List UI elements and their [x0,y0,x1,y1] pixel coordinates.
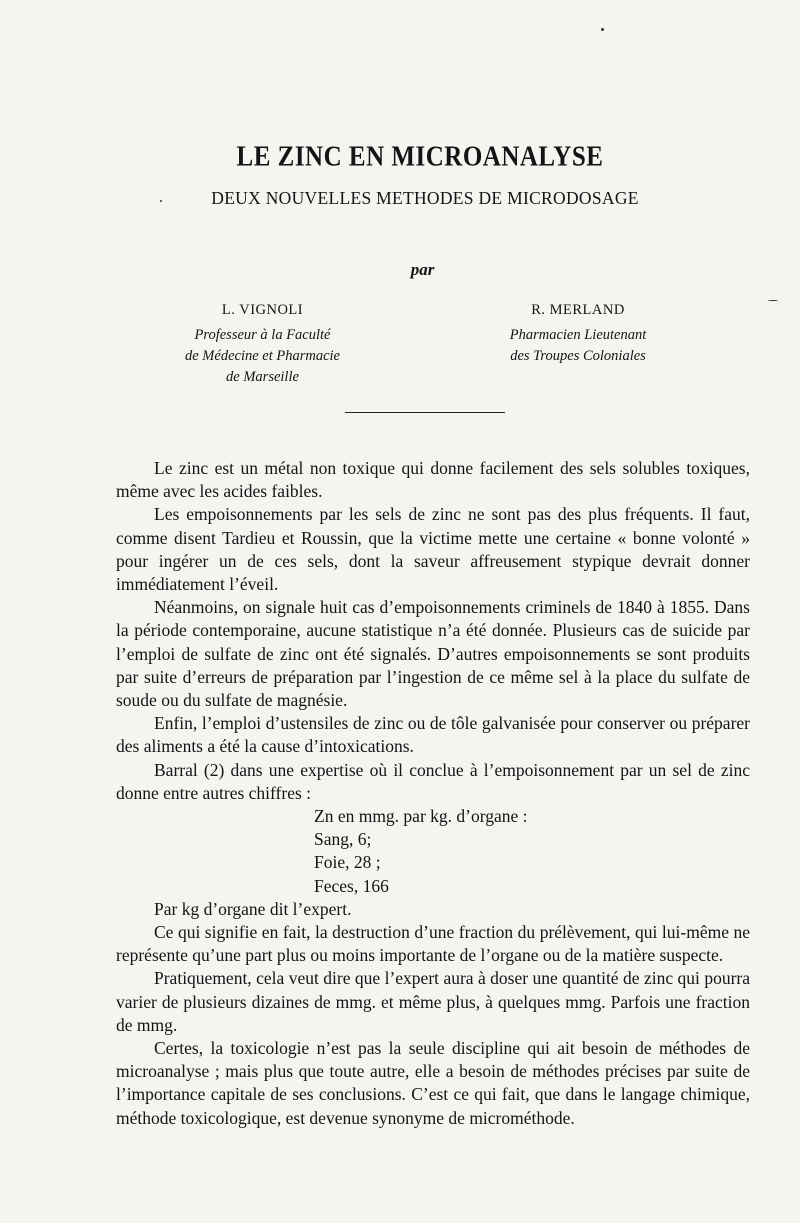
article-body [116,457,750,1130]
author-affiliation [478,325,678,367]
paragraph: Pratiquement, cela veut dire que l’expert aura à doser une quantité de zinc qui pourra varier de plusieurs dizaines de mmg. et même plus, à quelques mmg. Parfois une fraction de mmg. [116,968,750,1035]
affiliation-line: Professeur à la Faculté [194,327,331,343]
article-title: LE ZINC EN MICROANALYSE [236,142,604,173]
section-divider [345,412,505,413]
affiliation-line: de Marseille [226,369,299,385]
list-item: Feces, 166 [314,875,389,896]
scan-speck [601,28,604,31]
paragraph: Ce qui signifie en fait, la destruction d’une fraction du prélèvement, qui lui-même ne représente qu’une part plus ou moins importante de l’organe ou de la matière suspecte. [116,922,750,966]
paragraph: Les empoisonnements par les sels de zinc ne sont pas des plus fréquents. Il faut, comme disent Tardieu et Roussin, que la victime mette une certaine « bonne volonté » pour ingérer un de ces sels, dont la saveur affreusement stypique devrait donner immédiatement l’éveil. [116,504,750,595]
paragraph: Néanmoins, on signale huit cas d’empoisonnements criminels de 1840 à 1855. Dans la période contemporaine, aucune statistique n’a été donnée. Plusieurs cas de suicide par l’emploi de sulfate de zinc ont été signalés. D’autres empoisonnements se sont produits par suite d’erreurs de préparation par l’ingestion de ce même sel à la place du sulfate de soude ou du sulfate de magnésie. [116,597,750,711]
affiliation-line: de Médecine et Pharmacie [185,348,340,364]
zinc-values-list [314,805,750,898]
paragraph: Le zinc est un métal non toxique qui donne facilement des sels solubles toxiques, même avec les acides faibles. [116,458,750,502]
paragraph: Barral (2) dans une expertise où il conclue à l’empoisonnement par un sel de zinc donne entre autres chiffres : [116,759,750,803]
byline-par: par [410,260,435,279]
paragraph: Certes, la toxicologie n’est pas la seule discipline qui ait besoin de méthodes de microanalyse ; mais plus que toute autre, elle a besoin de méthodes précises par suite de l’importance capitale de ses conclusions. C’est ce qui fait, que dans le langage chimique, méthode toxicologique, est devenue synonyme de microméthode. [116,1038,750,1128]
list-item: Foie, 28 ; [314,852,381,873]
author-merland [478,302,678,367]
list-item: Zn en mmg. par kg. d’organe : [314,806,528,827]
affiliation-line: des Troupes Coloniales [510,348,646,364]
author-affiliation [150,325,375,388]
affiliation-line: Pharmacien Lieutenant [509,327,647,343]
paragraph: Enfin, l’emploi d’ustensiles de zinc ou de tôle galvanisée pour conserver ou préparer des aliments a été la cause d’intoxications. [116,713,750,757]
author-name: R. MERLAND [531,302,625,318]
scan-speck [160,200,162,202]
paragraph: Par kg d’organe dit l’expert. [154,898,352,919]
article-subtitle: DEUX NOUVELLES METHODES DE MICRODOSAGE [211,188,639,208]
author-name: L. VIGNOLI [221,302,304,318]
list-item: Sang, 6; [314,829,372,850]
scan-speck [768,300,778,301]
author-vignoli [150,302,375,388]
